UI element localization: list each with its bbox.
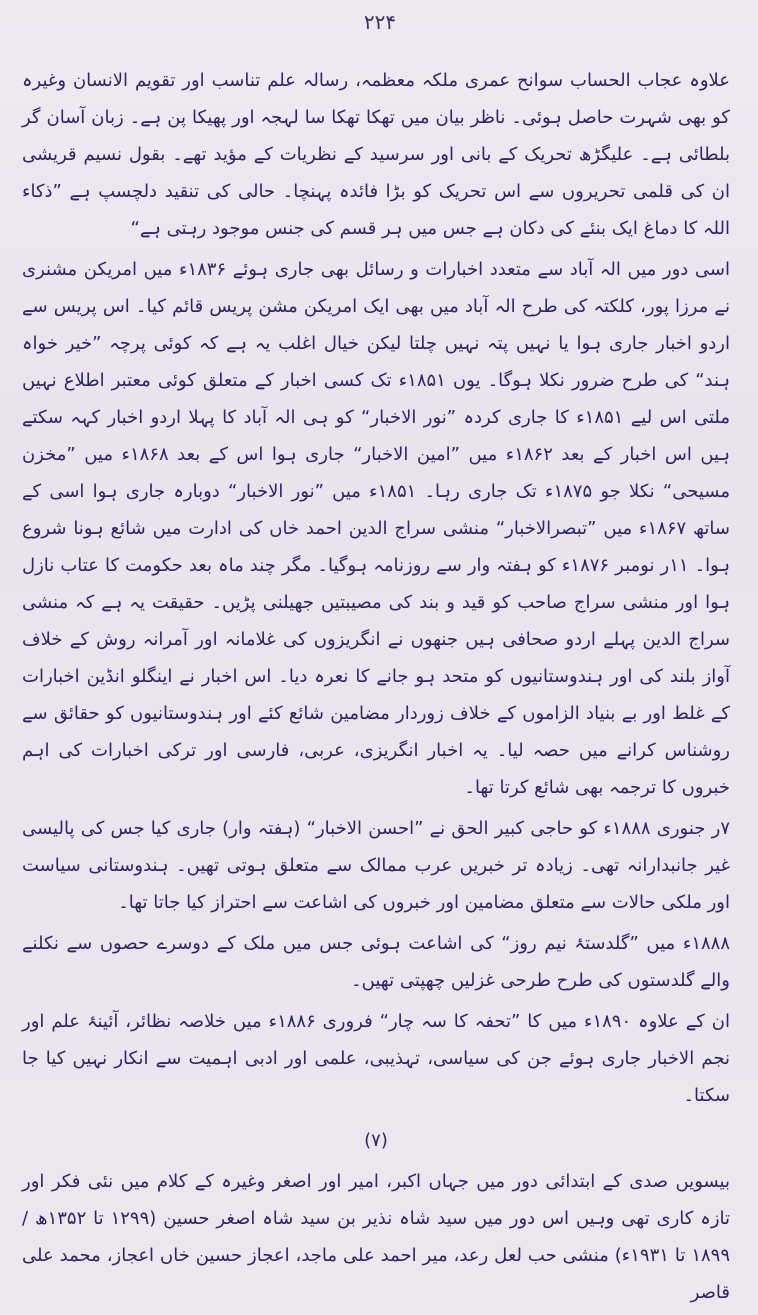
paragraph-other-papers: ان کے علاوہ ۱۸۹۰ء میں کا ”تحفہ کا سہ چار“ فروری ۱۸۸۶ء میں خلاصہ نظائر، آئینۂ علم اور نجم الاخبار جاری ہوئے جن کی سیاسی، تہذیبی، علمی اور ادبی اہمیت سے انکار نہیں کیا جا سکتا۔	[22, 1011, 730, 1106]
paragraph-allahabad-newspapers: اسی دور میں الہ آباد سے متعدد اخبارات و رسائل بھی جاری ہوئے ۱۸۳۶ء میں امریکن مشنری نے مرزا پور، کلکتہ کی طرح الہ آباد میں بھی ایک امریکن مشن پریس قائم کیا۔ اس پریس سے اردو اخبار جاری ہوا یا نہیں پتہ نہیں چلتا لیکن خیال اغلب یہ ہے کہ کوئی پرچہ ”خیر خواہ ہند“ کی طرح ضرور نکلا ہوگا۔ یوں ۱۸۵۱ء تک کسی اخبار کے متعلق کوئی معتبر اطلاع نہیں ملتی اس لیے ۱۸۵۱ء کا جاری کردہ ”نور الاخبار“ کو ہی الہ آباد کا پہلا اردو اخبار کہہ سکتے ہیں اس اخبار کے بعد ۱۸۶۲ء میں ”امین الاخبار“ جاری ہوا اس کے بعد ۱۸۶۸ء میں ”مخزن مسیحی“ نکلا جو ۱۸۷۵ء تک جاری رہا۔ ۱۸۵۱ء میں ”نور الاخبار“ دوبارہ جاری ہوا اسی کے ساتھ ۱۸۶۷ء میں ”تبصرالاخبار“ منشی سراج الدین احمد خاں کی ادارت میں شائع ہونا شروع ہوا۔ ۱۱ر نومبر ۱۸۷۶ء کو ہفتہ وار سے روزنامہ ہوگیا۔ مگر چند ماہ بعد حکومت کا عتاب نازل ہوا اور منشی سراج صاحب کو قید و بند کی مصیبتیں جھیلنی پڑیں۔ حقیقت یہ ہے کہ منشی سراج الدین پہلے اردو صحافی ہیں جنھوں نے انگریزوں کی غلامانہ اور آمرانہ روش کے خلاف آواز بلند کی اور ہندوستانیوں کو متحد ہو جانے کا نعرہ دیا۔ اس اخبار نے اینگلو انڈین اخبارات کے غلط اور بے بنیاد الزاموں کے خلاف زوردار مضامین شائع کئے اور ہندوستانیوں کو حقائق سے روشناس کرانے میں حصہ لیا۔ یہ اخبار انگریزی، عربی، فارسی اور ترکی اخبارات کی اہم خبروں کا ترجمہ بھی شائع کرتا تھا۔	[22, 259, 731, 798]
paragraph-zakaullah: علاوہ عجاب الحساب سوانح عمری ملکہ معظمہ، رسالہ علم تناسب اور تقویم الانسان وغیرہ کو بھی شہرت حاصل ہوئی۔ ناظر بیان میں تھکا تھکا سا لہجہ اور پھیکا پن ہے۔ زبان آسان گر بلطائی ہے۔ علیگڑھ تحریک کے بانی اور سرسید کے نظریات کے مؤید تھے۔ بقول نسیم قریشی ان کی قلمی تحریروں سے اس تحریک کو بڑا فائدہ پہنچا۔ حالی کی تنقید دلچسپ ہے ”ذکاء اللہ کا دماغ ایک بنئے کی دکان ہے جس میں ہر قسم کی جنس موجود رہتی ہے“	[22, 70, 730, 239]
paragraph-ahsan-ul-akhbar: ۷ر جنوری ۱۸۸۸ء کو حاجی کبیر الحق نے ”احسن الاخبار“ (ہفتہ وار) جاری کیا جس کی پالیسی غیر جانبدارانہ تھی۔ زیادہ تر خبریں عرب ممالک سے متعلق ہوتی تھیں۔ ہندوستانی سیاست اور ملکی حالات سے متعلق مضامین اور خبروں کی اشاعت سے احتراز کیا جاتا تھا۔	[22, 818, 731, 913]
page-number: ۲۲۴	[363, 10, 397, 34]
paragraph-guldasta: ۱۸۸۸ء میں ”گلدستۂ نیم روز“ کی اشاعت ہوئی جس میں ملک کے دوسرے حصوں سے نکلنے والے گلدستوں کی طرح طرحی غزلیں چھپتی تھیں۔	[22, 933, 730, 991]
section-number: (۷)	[364, 1130, 388, 1151]
page-text	[22, 62, 730, 1315]
paragraph-twentieth-century: بیسویں صدی کے ابتدائی دور میں جہاں اکبر، امیر اور اصغر وغیرہ کے کلام میں نئی فکر اور تازہ کاری تھی وہیں اس دور میں سید شاہ نذیر بن سید شاہ اصغر حسین (۱۲۹۹ تا ۱۳۵۲ھ / ۱۸۹۹ تا ۱۹۳۱ء) منشی حب لعل رعد، میر احمد علی ماجد، اعجاز حسین خاں اعجاز، محمد علی قاصر	[22, 1171, 731, 1303]
